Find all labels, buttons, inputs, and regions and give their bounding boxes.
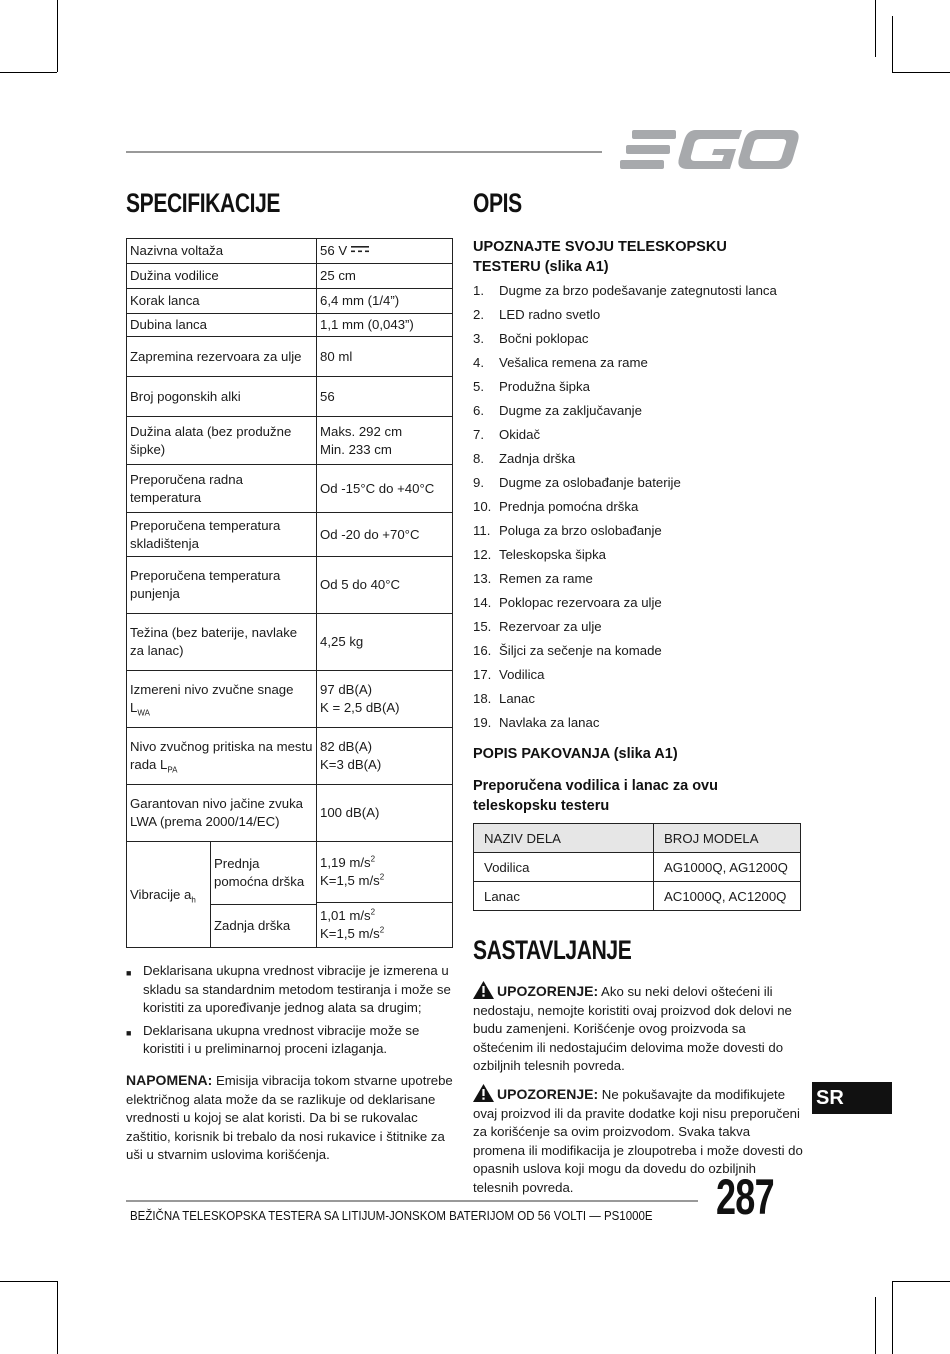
list-item-number: 15. [473, 619, 492, 634]
section-title-specifications: SPECIFIKACIJE [126, 188, 281, 218]
spec-label: Preporučena radna temperatura [127, 465, 317, 513]
specifications-table [126, 238, 453, 948]
list-item-label: Dugme za zaključavanje [499, 403, 642, 418]
vibration-part: Prednja pomoćna drška [211, 842, 317, 905]
crop-mark [57, 1281, 58, 1354]
spec-value: 6,4 mm (1/4”) [317, 289, 453, 314]
list-item [473, 475, 803, 499]
list-item [473, 379, 803, 403]
list-item-number: 4. [473, 355, 484, 370]
warning-triangle-icon [473, 1084, 494, 1102]
table-row [127, 557, 453, 614]
subtitle-know-your-saw: UPOZNAJTE SVOJU TELESKOPSKU TESTERU (slika A1) [473, 239, 727, 275]
list-item [473, 499, 803, 523]
crop-mark [892, 72, 950, 73]
spec-label: Broj pogonskih alki [127, 377, 317, 417]
vibration-value: 1,19 $m/s^2$ K=1,5 $m/s^2$ [317, 842, 453, 903]
parts-list [473, 283, 803, 739]
list-item-number: 2. [473, 307, 484, 322]
list-item-label: Remen za rame [499, 571, 593, 586]
spec-label: Izmereni nivo zvučne snage $L_{WA}$ [127, 671, 317, 728]
crop-mark [875, 0, 876, 57]
vibration-part: Zadnja drška [214, 918, 291, 933]
column-header: NAZIV DELA [474, 824, 654, 853]
table-row [127, 377, 453, 417]
table-row [127, 614, 453, 671]
spec-label: Težina (bez baterije, navlake za lanac) [127, 614, 317, 671]
spec-label: Preporučena temperatura skladištenja [127, 513, 317, 557]
spec-label: Garantovan nivo jačine zvuka LWA (prema 2000/14/EC) [127, 785, 317, 842]
list-item-number: 5. [473, 379, 484, 394]
dc-current-icon [351, 245, 369, 254]
list-item [473, 283, 803, 307]
spec-value: 80 ml [317, 337, 453, 377]
list-item [473, 451, 803, 475]
list-item-number: 19. [473, 715, 492, 730]
list-item-label: Rezervoar za ulje [499, 619, 602, 634]
recommended-title: Preporučena vodilica i lanac za ovu teleskopsku testeru [473, 778, 718, 814]
list-item-number: 12. [473, 547, 492, 562]
list-item-number: 18. [473, 691, 492, 706]
list-item-number: 7. [473, 427, 484, 442]
spec-value: 25 cm [317, 264, 453, 289]
table-row [127, 842, 453, 903]
footer-text: BEŽIČNA TELESKOPSKA TESTERA SA LITIJUM-JONSKOM BATERIJOM OD 56 VOLTI — PS1000E [130, 1209, 653, 1223]
vibration-notes-list [126, 962, 456, 1063]
list-item [473, 619, 803, 643]
list-item-label: Dugme za oslobađanje baterije [499, 475, 681, 490]
note-paragraph: NAPOMENA: Emisija vibracija tokom stvarne upotrebe električnog alata može da se razlikuje od deklarisane vrednosti u kojoj se alat koristi. Da bi se rukovalac zaštitio, korisnik bi trebalo da nosi rukavice i štitnike za uši u stvarnim uslovima korišćenja. [126, 1072, 453, 1162]
list-item-label: Dugme za brzo podešavanje zategnutosti lanca [499, 283, 777, 298]
table-row [127, 289, 453, 314]
list-item-label: Lanac [499, 691, 535, 706]
page-number: 287 [716, 1169, 774, 1225]
list-item-label: Prednja pomoćna drška [499, 499, 639, 514]
recommended-parts-table [473, 823, 801, 911]
bullet-square-icon: ■ [126, 968, 132, 978]
table-row [127, 417, 453, 465]
table-cell: Lanac [474, 882, 654, 911]
vibration-label: Vibracije $a_h$ [127, 842, 211, 947]
spec-label: Nazivna voltaža [127, 239, 317, 264]
list-item-label: Poklopac rezervoara za ulje [499, 595, 662, 610]
list-item-number: 17. [473, 667, 492, 682]
spec-label: Dužina alata (bez produžne šipke) [127, 417, 317, 465]
warning-paragraph: UPOZORENJE: Ne pokušavajte da modifikujete ovaj proizvod ili da pravite dodatke koji nisu preporučeni za korišćenje sa ovim proizvodom. Svaka takva promena ili modifikacija je zloupotreba i može dovesti do opasnih uslova koji mogu da dovedu do ozbiljnih telesnih povreda. [473, 1086, 803, 1195]
list-item-number: 3. [473, 331, 484, 346]
list-item-label: Produžna šipka [499, 379, 590, 394]
table-row [474, 882, 801, 911]
list-item [473, 355, 803, 379]
ego-logo [618, 128, 800, 172]
spec-value: 100 dB(A) [317, 785, 453, 842]
list-item [473, 715, 803, 739]
crop-mark [0, 72, 57, 73]
table-row [127, 264, 453, 289]
spec-value: 1,1 mm (0,043”) [317, 314, 453, 337]
spec-value: Od -15°C do +40°C [317, 465, 453, 513]
bullet-square-icon: ■ [126, 1027, 132, 1038]
table-row [127, 671, 453, 728]
list-item-label: Zadnja drška [499, 451, 576, 466]
language-tab: SR [812, 1082, 892, 1114]
list-item [473, 331, 803, 355]
list-item: ■ Deklarisana ukupna vrednost vibracije je izmerena u skladu sa standardnim metodom testiranja i može se koristiti za upoređivanje jednog alata sa drugim; [126, 962, 456, 1018]
list-item-number: 8. [473, 451, 484, 466]
list-item [473, 667, 803, 691]
crop-mark [892, 1281, 950, 1282]
table-row [474, 853, 801, 882]
list-item [473, 427, 803, 451]
vibration-subtable [127, 842, 316, 947]
spec-label: Preporučena temperatura punjenja [127, 557, 317, 614]
list-item-number: 6. [473, 403, 484, 418]
spec-label: Dužina vodilice [127, 264, 317, 289]
spec-value: 97 dB(A) K = 2,5 dB(A) [317, 671, 453, 728]
spec-value: Od -20 do +70°C [317, 513, 453, 557]
list-item-number: 10. [473, 499, 492, 514]
list-item [473, 691, 803, 715]
list-item-label: Bočni poklopac [499, 331, 589, 346]
spec-label: Zapremina rezervoara za ulje [127, 337, 317, 377]
list-item-label: Okidač [499, 427, 541, 442]
list-item-label: Šiljci za sečenje na komade [499, 643, 662, 658]
crop-mark [875, 1297, 876, 1354]
table-row [127, 465, 453, 513]
spec-label: Dubina lanca [127, 314, 317, 337]
list-item-label: Vešalica remena za rame [499, 355, 648, 370]
list-item-number: 16. [473, 643, 492, 658]
packing-list-title: POPIS PAKOVANJA (slika A1) [473, 746, 678, 762]
spec-value: Od 5 do 40°C [317, 557, 453, 614]
table-cell: AG1000Q, AG1200Q [654, 853, 801, 882]
table-cell: AC1000Q, AC1200Q [654, 882, 801, 911]
list-item: ■ Deklarisana ukupna vrednost vibracije može se koristiti i u preliminarnoj proceni izlaganja. [126, 1022, 456, 1059]
spec-value: 82 dB(A) K=3 dB(A) [317, 728, 453, 785]
crop-mark [892, 1281, 893, 1354]
crop-mark [0, 1281, 57, 1282]
list-item-number: 14. [473, 595, 492, 610]
vibration-cell [127, 842, 317, 948]
list-item-number: 13. [473, 571, 492, 586]
table-cell: Vodilica [474, 853, 654, 882]
list-item-label: Poluga za brzo oslobađanje [499, 523, 662, 538]
list-item [473, 523, 803, 547]
column-header: BROJ MODELA [654, 824, 801, 853]
list-item-number: 1. [473, 283, 484, 298]
table-row [127, 337, 453, 377]
table-row [127, 239, 453, 264]
list-item-label: Navlaka za lanac [499, 715, 600, 730]
list-item [473, 643, 803, 667]
list-item [473, 547, 803, 571]
spec-value: 56 V [317, 239, 453, 264]
spec-value: 56 [317, 377, 453, 417]
list-item-label: Vodilica [499, 667, 545, 682]
table-header-row [474, 824, 801, 853]
table-row [127, 728, 453, 785]
spec-value: 4,25 kg [317, 614, 453, 671]
spec-label: Nivo zvučnog pritiska na mestu rada $L_{PA}$ [127, 728, 317, 785]
crop-mark [57, 0, 58, 72]
table-row [127, 513, 453, 557]
warning-triangle-icon [473, 981, 494, 999]
list-item [473, 307, 803, 331]
list-item-number: 11. [473, 523, 491, 538]
crop-mark [892, 16, 893, 72]
spec-value: Maks. 292 cm Min. 233 cm [317, 417, 453, 465]
header-rule [126, 151, 602, 153]
list-item [473, 571, 803, 595]
list-item-label: LED radno svetlo [499, 307, 601, 322]
section-title-description: OPIS [473, 188, 522, 218]
list-item [473, 403, 803, 427]
list-item-number: 9. [473, 475, 484, 490]
table-row [127, 314, 453, 337]
warning-paragraph: UPOZORENJE: Ako su neki delovi oštećeni ili nedostaju, nemojte koristiti ovaj proizvod dok delovi ne budu zamenjeni. Korišćenje ovog proizvoda sa oštećenim ili nedostajućim delovima može dovesti do ozbiljnih telesnih povreda. [473, 983, 792, 1073]
list-item-label: Teleskopska šipka [499, 547, 607, 562]
footer-rule [126, 1200, 698, 1202]
section-title-assembly: SASTAVLJANJE [473, 935, 632, 965]
spec-label: Korak lanca [127, 289, 317, 314]
table-row [127, 785, 453, 842]
vibration-value: 1,01 $m/s^2$ K=1,5 $m/s^2$ [317, 902, 453, 947]
list-item [473, 595, 803, 619]
